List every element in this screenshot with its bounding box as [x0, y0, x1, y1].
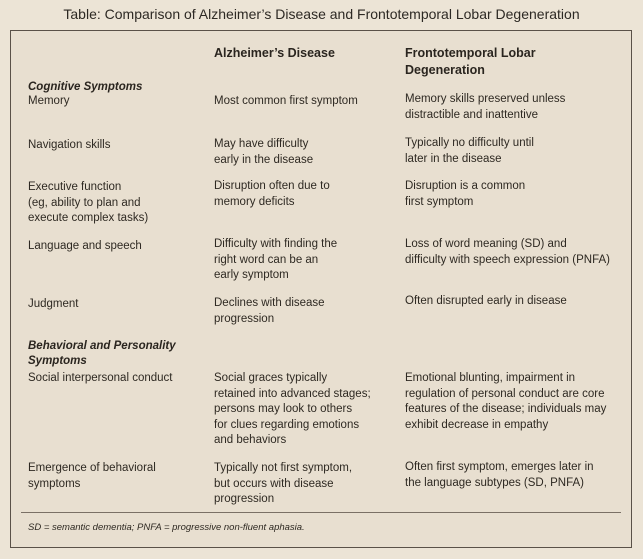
row-language-ad: Difficulty with finding the right word can be an early symptom [214, 238, 338, 281]
row-executive-ftld: Disruption is a common first symptom [405, 180, 526, 208]
row-executive-feature: Executive function (eg, ability to plan and execute complex tasks) [28, 181, 149, 224]
row-judgment-ftld: Often disrupted early in disease [405, 295, 567, 307]
row-emergence-ad: Typically not first symptom, but occurs with disease progression [214, 462, 353, 505]
row-social-feature: Social interpersonal conduct [28, 372, 173, 384]
row-executive-ad: Disruption often due to memory deficits [214, 180, 330, 208]
row-social-ad: Social graces typically retained into advanced stages; persons may look to others for clues regarding emotions and behaviors [214, 372, 371, 446]
section-cognitive-symptoms: Cognitive Symptoms [28, 81, 143, 93]
footnote-divider [21, 512, 621, 513]
table-caption: Table: Comparison of Alzheimer’s Disease and Frontotemporal Lobar Degeneration [63, 6, 580, 22]
header-alzheimers: Alzheimer’s Disease [214, 46, 335, 60]
row-judgment-feature: Judgment [28, 298, 79, 310]
row-emergence-feature: Emergence of behavioral symptoms [28, 462, 156, 490]
row-navigation-ad: May have difficulty early in the disease [214, 138, 314, 166]
row-memory-ftld: Memory skills preserved unless distractible and inattentive [405, 93, 566, 121]
row-memory-feature: Memory [28, 95, 70, 107]
section-behavioral-symptoms: Behavioral and Personality Symptoms [28, 340, 176, 367]
row-navigation-feature: Navigation skills [28, 139, 111, 151]
row-language-feature: Language and speech [28, 240, 142, 252]
header-ftld: Frontotemporal Lobar Degeneration [405, 46, 536, 77]
row-judgment-ad: Declines with disease progression [214, 297, 325, 325]
row-emergence-ftld: Often first symptom, emerges later in the language subtypes (SD, PNFA) [405, 461, 594, 489]
row-language-ftld: Loss of word meaning (SD) and difficulty with speech expression (PNFA) [405, 238, 610, 266]
row-navigation-ftld: Typically no difficulty until later in the disease [405, 137, 534, 165]
comparison-table [10, 30, 632, 548]
row-memory-ad: Most common first symptom [214, 95, 358, 107]
table-footnote: SD = semantic dementia; PNFA = progressive non-fluent aphasia. [28, 522, 305, 533]
row-social-ftld: Emotional blunting, impairment in regulation of personal conduct are core features of the disease; individuals may exhibit decrease in empathy [405, 372, 607, 431]
